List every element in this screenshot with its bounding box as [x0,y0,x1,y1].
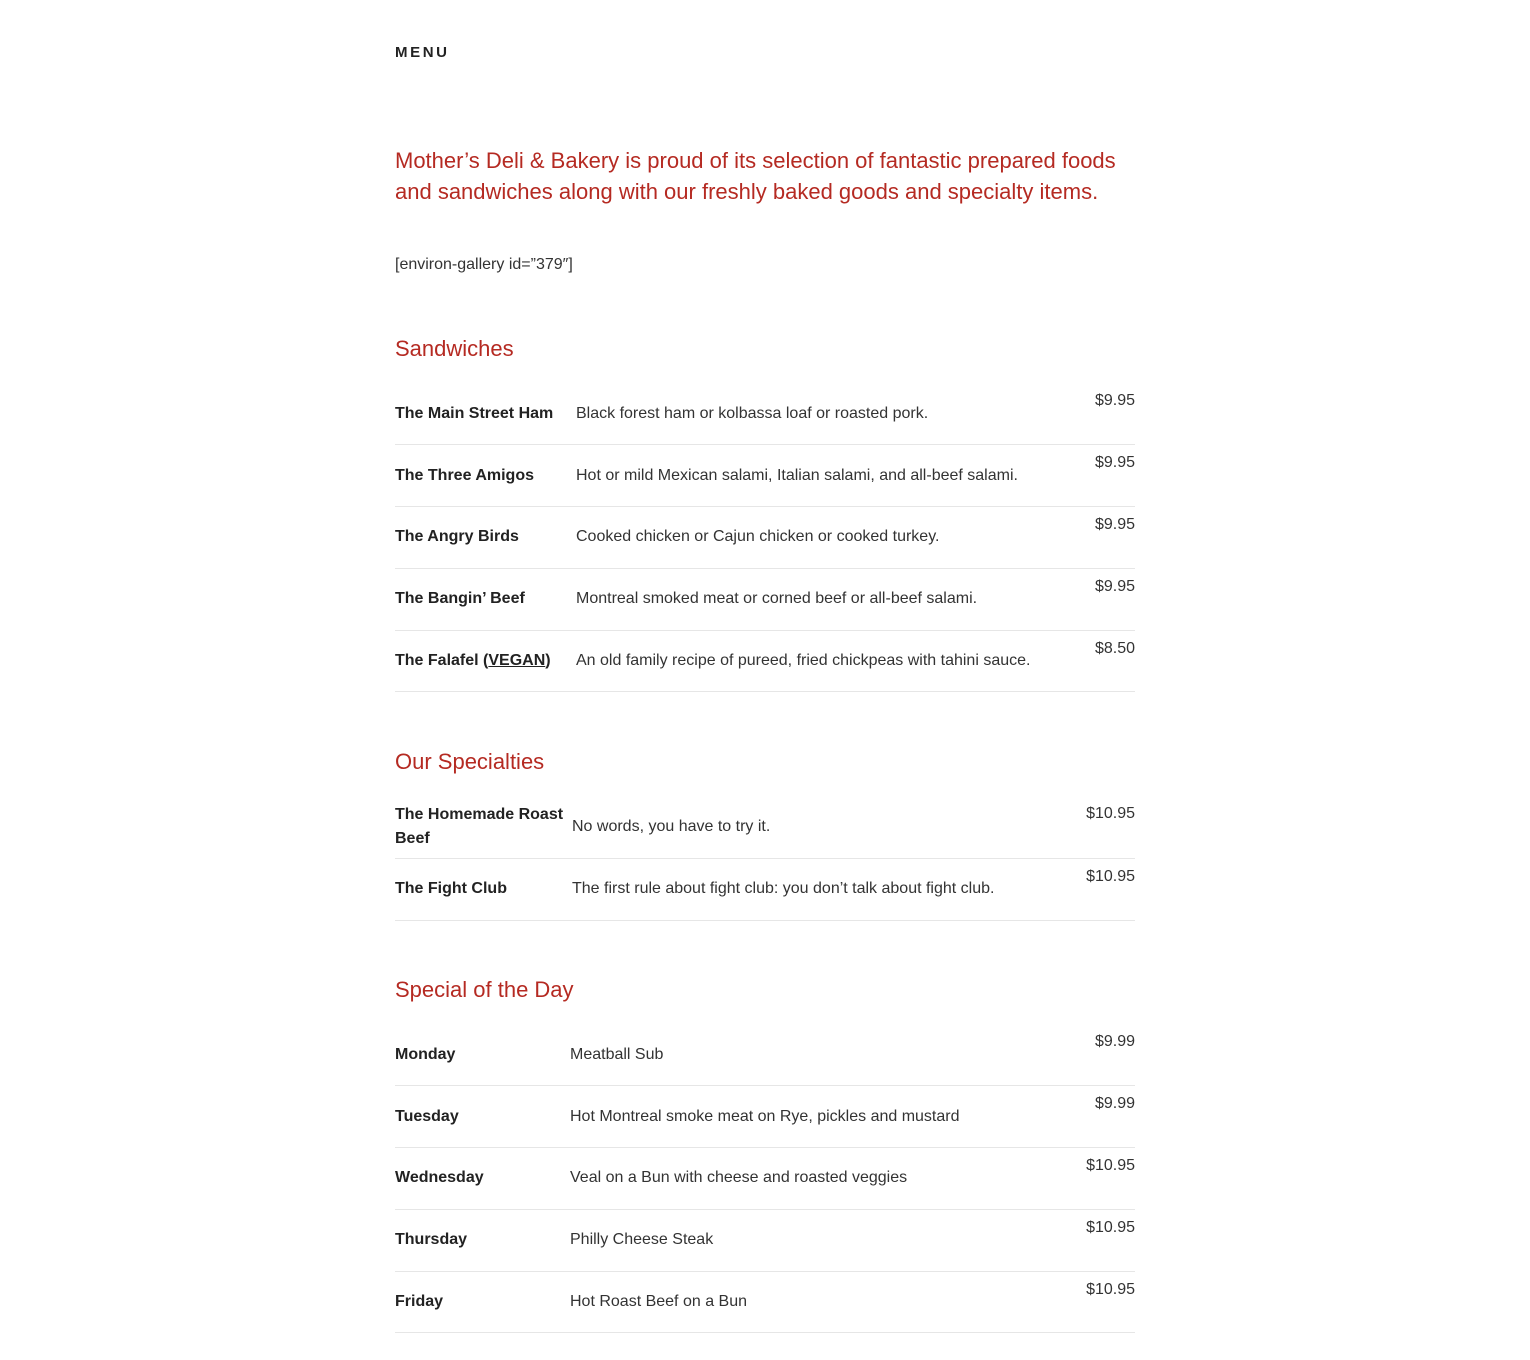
item-price: $8.50 [1094,639,1135,657]
item-description: Hot Roast Beef on a Bun [570,1293,747,1311]
item-name: The Main Street Ham [395,404,554,422]
item-description: Hot Montreal smoke meat on Rye, pickles and mustard [570,1107,960,1125]
item-name: Tuesday [395,1107,459,1125]
daily-special-table [395,1024,1135,1333]
item-price: $10.95 [1086,805,1135,822]
table-row [395,1148,1135,1210]
item-description: Veal on a Bun with cheese and roasted veggies [570,1169,908,1187]
specialties-heading: Our Specialties [395,749,545,774]
item-name: The Homemade Roast Beef [395,805,564,847]
table-row [395,858,1135,920]
vegan-tag-close: ) [545,652,551,670]
table-row [395,1209,1135,1271]
item-description: The first rule about fight club: you don’t talk about fight club. [572,880,995,897]
item-description: No words, you have to try it. [572,817,771,835]
item-name: The Fight Club [395,880,507,897]
table-row [395,1086,1135,1148]
table-row [395,796,1135,858]
page-title: MENU [395,44,450,61]
item-price: $9.99 [1094,1033,1135,1050]
item-price: $10.95 [1086,867,1135,885]
item-description: Cooked chicken or Cajun chicken or cooked turkey. [576,528,940,546]
gallery-shortcode: [environ-gallery id=”379″] [395,256,573,273]
item-name: Thursday [395,1231,468,1249]
specialties-table [395,796,1135,921]
item-name: The Three Amigos [395,466,534,484]
item-description: Philly Cheese Steak [570,1231,714,1249]
table-row [395,1024,1135,1086]
table-row [395,445,1135,507]
item-price: $9.99 [1094,1095,1135,1113]
item-price: $9.95 [1094,454,1135,472]
vegan-tag-open: ( [483,652,489,670]
item-name: The Falafel [395,652,479,670]
item-name: Friday [395,1293,444,1311]
table-row [395,568,1135,630]
table-row [395,630,1135,692]
item-name: The Bangin’ Beef [395,590,525,608]
item-name: Monday [395,1045,456,1063]
item-price: $9.95 [1094,577,1135,595]
table-row [395,383,1135,445]
intro-text: Mother’s Deli & Bakery is proud of its selection of fantastic prepared foods and sandwiches along with our freshly baked goods and specialty items. [395,148,1116,204]
item-description: Hot or mild Mexican salami, Italian salami, and all-beef salami. [576,466,1018,484]
item-price: $9.95 [1094,392,1135,409]
table-row [395,1271,1135,1333]
item-price: $10.95 [1086,1218,1135,1236]
item-price: $9.95 [1094,516,1135,534]
item-name: Wednesday [395,1169,484,1187]
item-description: Black forest ham or kolbassa loaf or roasted pork. [576,404,929,422]
item-description: Montreal smoked meat or corned beef or all-beef salami. [576,590,978,608]
item-name-cell [395,630,576,692]
item-price: $10.95 [1086,1280,1135,1298]
sandwiches-heading: Sandwiches [395,336,514,361]
table-row [395,507,1135,569]
item-description: Meatball Sub [570,1045,664,1063]
vegan-link[interactable]: VEGAN [488,652,546,670]
sandwiches-table [395,383,1135,692]
item-price: $10.95 [1086,1157,1135,1175]
item-name: The Angry Birds [395,528,519,546]
daily-special-heading: Special of the Day [395,977,574,1002]
item-description: An old family recipe of pureed, fried chickpeas with tahini sauce. [576,652,1031,670]
